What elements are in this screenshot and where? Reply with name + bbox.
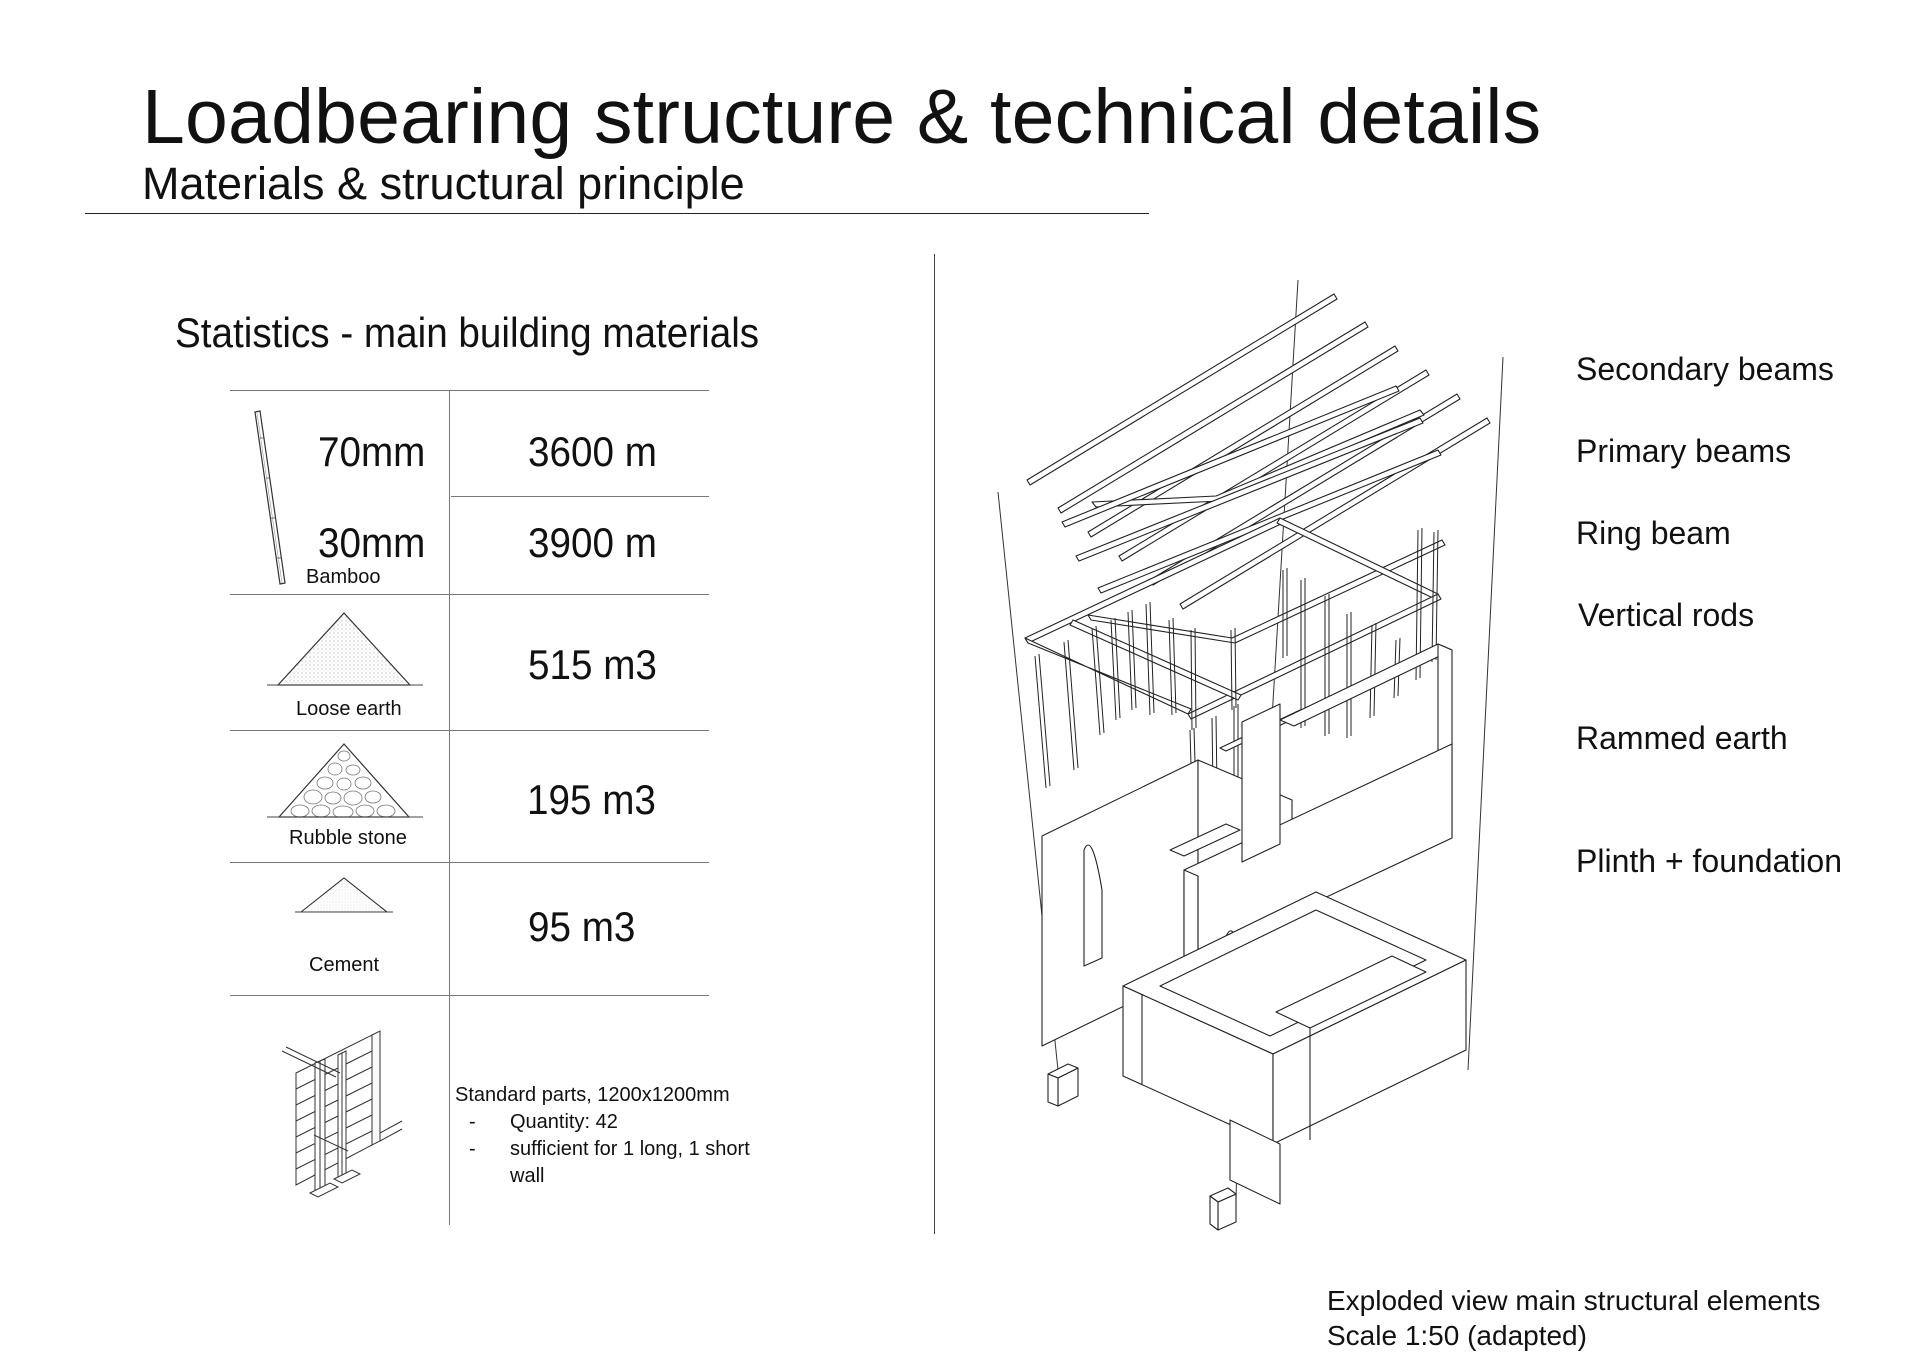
table-rule [451, 496, 709, 497]
earth-quantity: 515 m3 [528, 641, 657, 688]
table-rule [230, 594, 709, 595]
formwork-note [455, 1082, 750, 1190]
rubble-stone-pile-icon [265, 740, 425, 820]
rubble-label: Rubble stone [289, 827, 407, 849]
formwork-panel-icon [280, 1025, 408, 1203]
caption-scale: Scale 1:50 (adapted) [1327, 1320, 1587, 1351]
exploded-axonometric-drawing [980, 270, 1500, 1240]
list-item-text: Quantity: 42 [510, 1111, 618, 1133]
table-rule [230, 390, 709, 391]
layer-label-vertical-rods: Vertical rods [1578, 597, 1755, 633]
bamboo-size-30: 30mm [318, 519, 426, 566]
earth-pile-icon [265, 608, 425, 688]
statistics-heading: Statistics - main building materials [175, 309, 760, 356]
list-item-text: sufficient for 1 long, 1 short [510, 1138, 750, 1160]
rubble-quantity: 195 m3 [527, 776, 656, 823]
layer-label-primary-beams: Primary beams [1576, 433, 1792, 469]
table-rule [230, 862, 709, 863]
bamboo-pole-icon [252, 408, 292, 588]
table-column-divider [449, 390, 450, 1225]
bamboo-size-70: 70mm [318, 428, 426, 475]
section-divider [934, 254, 935, 1234]
earth-label: Loose earth [296, 698, 402, 720]
page-subtitle: Materials & structural principle [142, 158, 745, 209]
list-item [455, 1163, 750, 1190]
layer-label-secondary-beams: Secondary beams [1576, 351, 1834, 387]
page-title: Loadbearing structure & technical details [142, 74, 1542, 160]
bamboo-quantity-70: 3600 m [528, 428, 657, 475]
layer-label-rammed-earth: Rammed earth [1576, 720, 1788, 756]
caption-title: Exploded view main structural elements [1327, 1285, 1821, 1316]
layer-label-ring-beam: Ring beam [1576, 515, 1731, 551]
bamboo-label: Bamboo [306, 566, 381, 588]
formwork-title: Standard parts, 1200x1200mm [455, 1084, 730, 1106]
cement-label: Cement [309, 954, 380, 976]
cement-quantity: 95 m3 [528, 903, 636, 950]
secondary-beams-layer [1027, 294, 1490, 609]
bamboo-quantity-30: 3900 m [528, 519, 657, 566]
list-dash: - [469, 1138, 476, 1160]
list-item [455, 1109, 750, 1136]
list-item-text: wall [510, 1165, 545, 1187]
drawing-caption [1327, 1283, 1820, 1353]
cement-pile-icon [293, 874, 397, 916]
list-dash: - [469, 1111, 476, 1133]
title-underline [85, 213, 1149, 214]
table-rule [230, 995, 709, 996]
table-rule [230, 730, 709, 731]
layer-label-plinth-foundation: Plinth + foundation [1576, 843, 1842, 879]
list-item [455, 1136, 750, 1163]
ring-beam-layer [1025, 518, 1441, 719]
